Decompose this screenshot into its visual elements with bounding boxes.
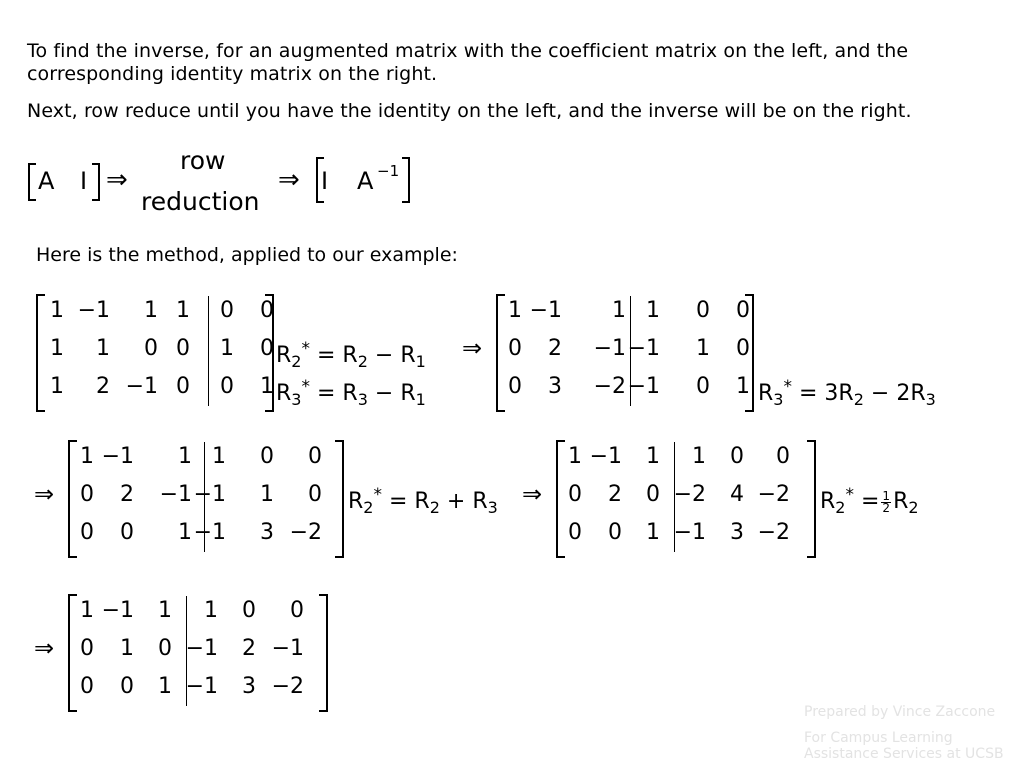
matrix-entry: 0: [646, 482, 660, 507]
op-tail-sub: 2: [908, 498, 919, 517]
matrix-entry: 1: [178, 444, 192, 469]
matrix-entry: 1: [178, 520, 192, 545]
intro-paragraph-1: To find the inverse, for an augmented matrix with the coefficient matrix on the left, and the corresponding identity matrix on the right.: [27, 40, 909, 85]
op-rhs-sub: 2: [357, 352, 368, 371]
matrix-entry: −2: [289, 520, 322, 545]
formula-left-bracket-close: [92, 163, 100, 201]
matrix-entry: 2: [548, 336, 562, 361]
matrix-entry: 0: [776, 444, 790, 469]
matrix-entry: 0: [144, 336, 158, 361]
formula-arrow-1: ⇒: [106, 165, 128, 195]
matrix-entry: 1: [612, 298, 626, 323]
matrix-entry: 1: [692, 444, 706, 469]
row-operation: [276, 374, 426, 413]
formula-left-bracket-open: [28, 163, 36, 201]
matrix-entry: −2: [673, 482, 706, 507]
augmented-matrix: [68, 594, 328, 710]
op-rhs: =: [860, 489, 880, 514]
matrix-entry: 0: [508, 374, 522, 399]
matrix-entry: 3: [730, 520, 744, 545]
row-operation: [820, 482, 919, 521]
matrix-entry: −1: [673, 520, 706, 545]
op-tail: − 2R: [870, 381, 926, 406]
formula-right-bracket-close: [402, 157, 410, 203]
matrix-entry: −1: [77, 298, 110, 323]
matrix-entry: −1: [193, 520, 226, 545]
matrix-entry: 1: [260, 482, 274, 507]
matrix-entry: 1: [646, 444, 660, 469]
matrix-entry: 0: [736, 336, 750, 361]
op-star: *: [845, 485, 854, 505]
matrix-entry: 1: [158, 598, 172, 623]
formula-top-word: row: [180, 146, 226, 175]
augmented-matrix: [68, 440, 344, 556]
op-rhs: = R: [316, 381, 358, 406]
op-rhs: = 3R: [798, 381, 854, 406]
op-lhs: R: [820, 489, 836, 514]
matrix-entry: 1: [212, 444, 226, 469]
row-operation: [348, 482, 498, 521]
op-lhs: R: [348, 489, 364, 514]
matrix-entry: −1: [271, 636, 304, 661]
matrix-entry: −1: [159, 482, 192, 507]
matrix-entry: 1: [204, 598, 218, 623]
matrix-entry: 2: [96, 374, 110, 399]
op-tail: + R: [446, 489, 488, 514]
op-lhs-sub: 2: [835, 498, 846, 517]
op-tail-sub: 3: [925, 390, 936, 409]
matrix-entry: 0: [608, 520, 622, 545]
formula-left-a: A: [38, 167, 55, 195]
row-operation: [276, 336, 426, 375]
credit-line-3: Assistance Services at UCSB: [804, 746, 1004, 762]
matrix-entry: 0: [120, 674, 134, 699]
matrix-entry: 1: [158, 674, 172, 699]
credit-prepared-by: Prepared by Vince Zaccone: [804, 704, 996, 720]
op-rhs: = R: [388, 489, 430, 514]
matrix-entry: −1: [589, 444, 622, 469]
matrix-bracket-right: [335, 440, 344, 558]
matrix-entry: 1: [50, 374, 64, 399]
op-lhs-sub: 3: [291, 390, 302, 409]
op-rhs-sub: 2: [853, 390, 864, 409]
formula-right-exp: −1: [377, 162, 400, 180]
matrix-entry: −1: [101, 598, 134, 623]
matrix-entry: 0: [80, 520, 94, 545]
implies-arrow: ⇒: [462, 334, 483, 362]
matrix-entry: 1: [120, 636, 134, 661]
row-operation: [758, 374, 936, 413]
matrix-entry: −2: [271, 674, 304, 699]
matrix-entry: 0: [568, 520, 582, 545]
matrix-bracket-right: [807, 440, 816, 558]
formula-right-i: I: [321, 167, 329, 195]
formula-left-i: I: [80, 167, 88, 195]
op-rhs: = R: [316, 343, 358, 368]
matrix-entry: 0: [260, 444, 274, 469]
op-star: *: [301, 339, 310, 359]
matrix-entry: 1: [646, 520, 660, 545]
frac-numerator: 1: [882, 488, 891, 503]
frac-denominator: 2: [882, 500, 891, 515]
op-rhs-sub: 2: [429, 498, 440, 517]
matrix-entry: 0: [120, 520, 134, 545]
matrix-entry: 2: [120, 482, 134, 507]
op-tail: R: [893, 489, 909, 514]
op-tail-sub: 1: [415, 390, 426, 409]
op-fraction: [881, 488, 891, 515]
matrix-entry: −1: [101, 444, 134, 469]
matrix-entry: 3: [242, 674, 256, 699]
matrix-entry: 0: [736, 298, 750, 323]
credit-line-2: For Campus Learning: [804, 730, 953, 746]
op-lhs: R: [276, 343, 292, 368]
matrix-entry: 1: [220, 336, 234, 361]
matrix-entry: 3: [260, 520, 274, 545]
op-lhs-sub: 2: [363, 498, 374, 517]
matrix-entry: −1: [627, 374, 660, 399]
matrix-entry: 0: [308, 444, 322, 469]
matrix-entry: 1: [736, 374, 750, 399]
matrix-entry: 0: [260, 336, 274, 361]
matrix-entry: 0: [80, 674, 94, 699]
op-star: *: [301, 377, 310, 397]
formula-bottom-word: reduction: [141, 187, 260, 216]
matrix-entry: −2: [757, 482, 790, 507]
op-lhs: R: [758, 381, 774, 406]
matrix-entry: 0: [308, 482, 322, 507]
matrix-entry: 0: [220, 298, 234, 323]
matrix-entry: 1: [696, 336, 710, 361]
matrix-entry: 1: [260, 374, 274, 399]
matrix-entry: 1: [50, 336, 64, 361]
matrix-entry: 0: [568, 482, 582, 507]
matrix-entry: 0: [80, 482, 94, 507]
op-lhs-sub: 3: [773, 390, 784, 409]
matrix-entry: 0: [730, 444, 744, 469]
matrix-entry: −1: [193, 482, 226, 507]
matrix-entry: 1: [568, 444, 582, 469]
implies-arrow: ⇒: [34, 634, 55, 662]
formula-right-a: A: [357, 167, 374, 195]
method-intro: Here is the method, applied to our example:: [36, 244, 458, 266]
matrix-entry: −1: [185, 636, 218, 661]
matrix-entry: 0: [158, 636, 172, 661]
matrix-entry: 0: [260, 298, 274, 323]
matrix-entry: 1: [144, 298, 158, 323]
matrix-entry: 0: [290, 598, 304, 623]
matrix-entry: −2: [757, 520, 790, 545]
op-tail-sub: 1: [415, 352, 426, 371]
matrix-entry: 0: [242, 598, 256, 623]
matrix-entry: 0: [80, 636, 94, 661]
matrix-entry: 3: [548, 374, 562, 399]
matrix-entry: 1: [508, 298, 522, 323]
matrix-entry: 0: [176, 374, 190, 399]
matrix-entry: 2: [242, 636, 256, 661]
intro-paragraph-2: Next, row reduce until you have the identity on the left, and the inverse will be on the right.: [27, 100, 912, 122]
matrix-entry: 1: [176, 298, 190, 323]
augmented-matrix: [556, 440, 816, 556]
matrix-entry: −1: [529, 298, 562, 323]
formula-arrow-2: ⇒: [278, 165, 300, 195]
matrix-entry: 0: [696, 374, 710, 399]
op-star: *: [783, 377, 792, 397]
matrix-entry: 1: [646, 298, 660, 323]
op-tail: − R: [374, 343, 416, 368]
op-tail-sub: 3: [487, 498, 498, 517]
op-rhs-sub: 3: [357, 390, 368, 409]
augmented-matrix: [496, 294, 754, 410]
op-lhs: R: [276, 381, 292, 406]
matrix-entry: −1: [125, 374, 158, 399]
matrix-entry: 1: [80, 444, 94, 469]
matrix-entry: 0: [220, 374, 234, 399]
op-lhs-sub: 2: [291, 352, 302, 371]
op-tail: − R: [374, 381, 416, 406]
matrix-entry: −1: [185, 674, 218, 699]
matrix-entry: −1: [627, 336, 660, 361]
matrix-entry: 1: [80, 598, 94, 623]
matrix-entry: 0: [508, 336, 522, 361]
matrix-entry: −1: [593, 336, 626, 361]
op-star: *: [373, 485, 382, 505]
matrix-entry: 0: [696, 298, 710, 323]
matrix-bracket-right: [319, 594, 328, 712]
matrix-entry: 4: [730, 482, 744, 507]
matrix-entry: −2: [593, 374, 626, 399]
matrix-entry: 0: [176, 336, 190, 361]
matrix-entry: 1: [50, 298, 64, 323]
implies-arrow: ⇒: [34, 480, 55, 508]
matrix-entry: 2: [608, 482, 622, 507]
matrix-entry: 1: [96, 336, 110, 361]
augmented-matrix: [36, 294, 274, 410]
implies-arrow: ⇒: [522, 480, 543, 508]
